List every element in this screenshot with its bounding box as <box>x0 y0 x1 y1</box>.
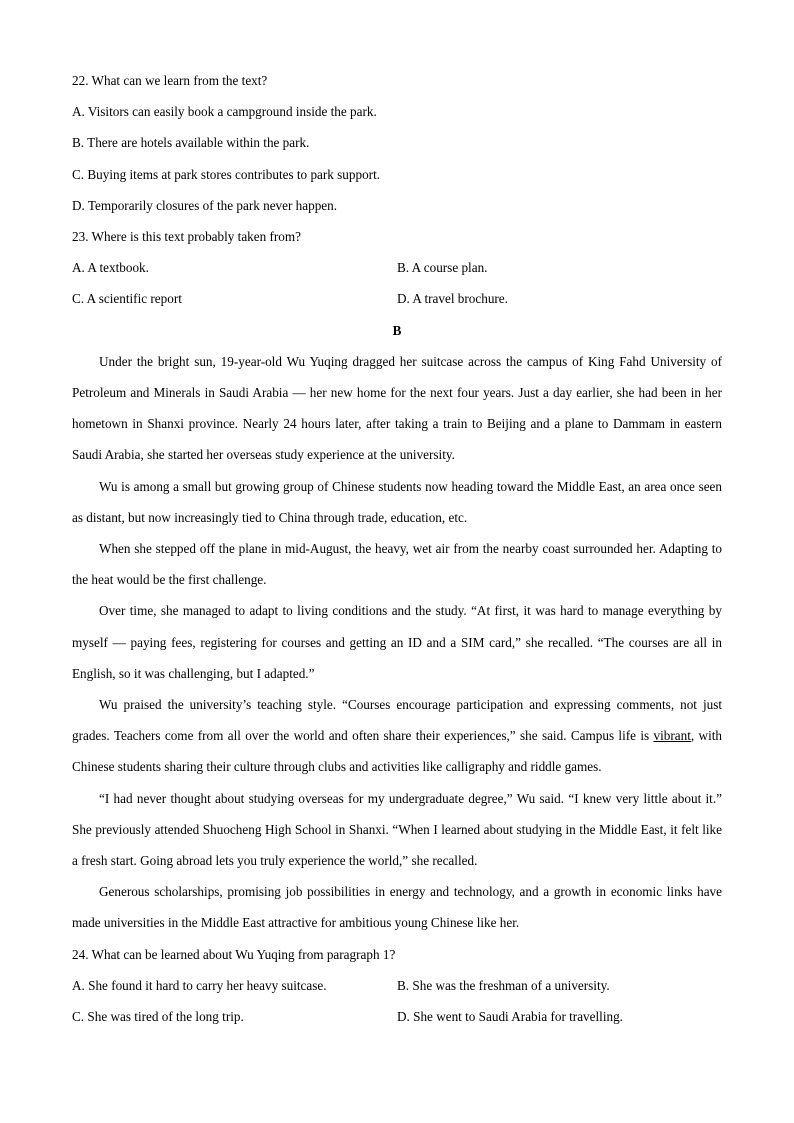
passage-paragraph-5 <box>72 689 722 783</box>
passage-paragraph-7: Generous scholarships, promising job possibilities in energy and technology, and a growth in economic links have made universities in the Middle East attractive for ambitious young Chinese like her. <box>72 884 722 931</box>
passage-paragraph-4: Over time, she managed to adapt to living conditions and the study. “At first, it was hard to manage everything by myself — paying fees, registering for courses and getting an ID and a SIM card,” she recalled. “The courses are all in English, so it was challenging, but I adapted.” <box>72 603 722 681</box>
option-22-c: C. Buying items at park stores contributes to park support. <box>72 166 381 182</box>
option-24-b: B. She was the freshman of a university. <box>397 977 610 993</box>
option-23-d: D. A travel brochure. <box>397 291 508 307</box>
option-24-a: A. She found it hard to carry her heavy suitcase. <box>72 977 327 993</box>
underlined-word: vibrant <box>653 728 691 744</box>
option-23-b: B. A course plan. <box>397 260 488 276</box>
passage-paragraph-6: “I had never thought about studying overseas for my undergraduate degree,” Wu said. “I knew very little about it.” She previously attended Shuocheng High School in Shanxi. “When I learned about studying in the Middle East, it felt like a fresh start. Going abroad lets you truly experience the world,” she recalled. <box>72 790 722 868</box>
options-24-row-1 <box>72 970 722 1001</box>
section-heading: B <box>392 322 402 338</box>
passage-paragraph-2: Wu is among a small but growing group of Chinese students now heading toward the Middle East, an area once seen as distant, but now increasingly tied to China through trade, education, etc. <box>72 478 722 525</box>
option-23-c: C. A scientific report <box>72 291 182 307</box>
passage-paragraph-1: Under the bright sun, 19-year-old Wu Yuqing dragged her suitcase across the campus of King Fahd University of Petroleum and Minerals in Saudi Arabia — her new home for the next four years. Just a day earlier, she had been in her hometown in Shanxi province. Nearly 24 hours later, after taking a train to Beijing and a plane to Dammam in eastern Saudi Arabia, she started her overseas study experience at the university. <box>72 353 722 463</box>
question-22: 22. What can we learn from the text? <box>72 73 268 88</box>
option-24-c: C. She was tired of the long trip. <box>72 1008 244 1024</box>
paragraph-5-text-end: , with Chinese students sharing their culture through clubs and activities like calligraphy and riddle games. <box>72 728 722 775</box>
question-24: 24. What can be learned about Wu Yuqing from paragraph 1? <box>72 946 396 962</box>
options-23-row-2 <box>72 283 722 314</box>
question-23: 23. Where is this text probably taken from? <box>72 228 302 244</box>
option-24-d: D. She went to Saudi Arabia for travelling. <box>397 1008 623 1024</box>
options-23-row-1 <box>72 252 722 283</box>
option-22-b: B. There are hotels available within the park. <box>72 135 310 151</box>
option-23-a: A. A textbook. <box>72 260 149 276</box>
options-24-row-2 <box>72 1001 722 1032</box>
option-22-a: A. Visitors can easily book a campground inside the park. <box>72 104 377 120</box>
passage-paragraph-3: When she stepped off the plane in mid-August, the heavy, wet air from the nearby coast surrounded her. Adapting to the heat would be the first challenge. <box>72 540 722 588</box>
option-22-d: D. Temporarily closures of the park never happen. <box>72 197 338 213</box>
paragraph-5-text-start: Wu praised the university’s teaching style. “Courses encourage participation and expressing comments, not just grades. Teachers come from all over the world and often share their experiences,” she said. Campus life is <box>72 696 722 744</box>
